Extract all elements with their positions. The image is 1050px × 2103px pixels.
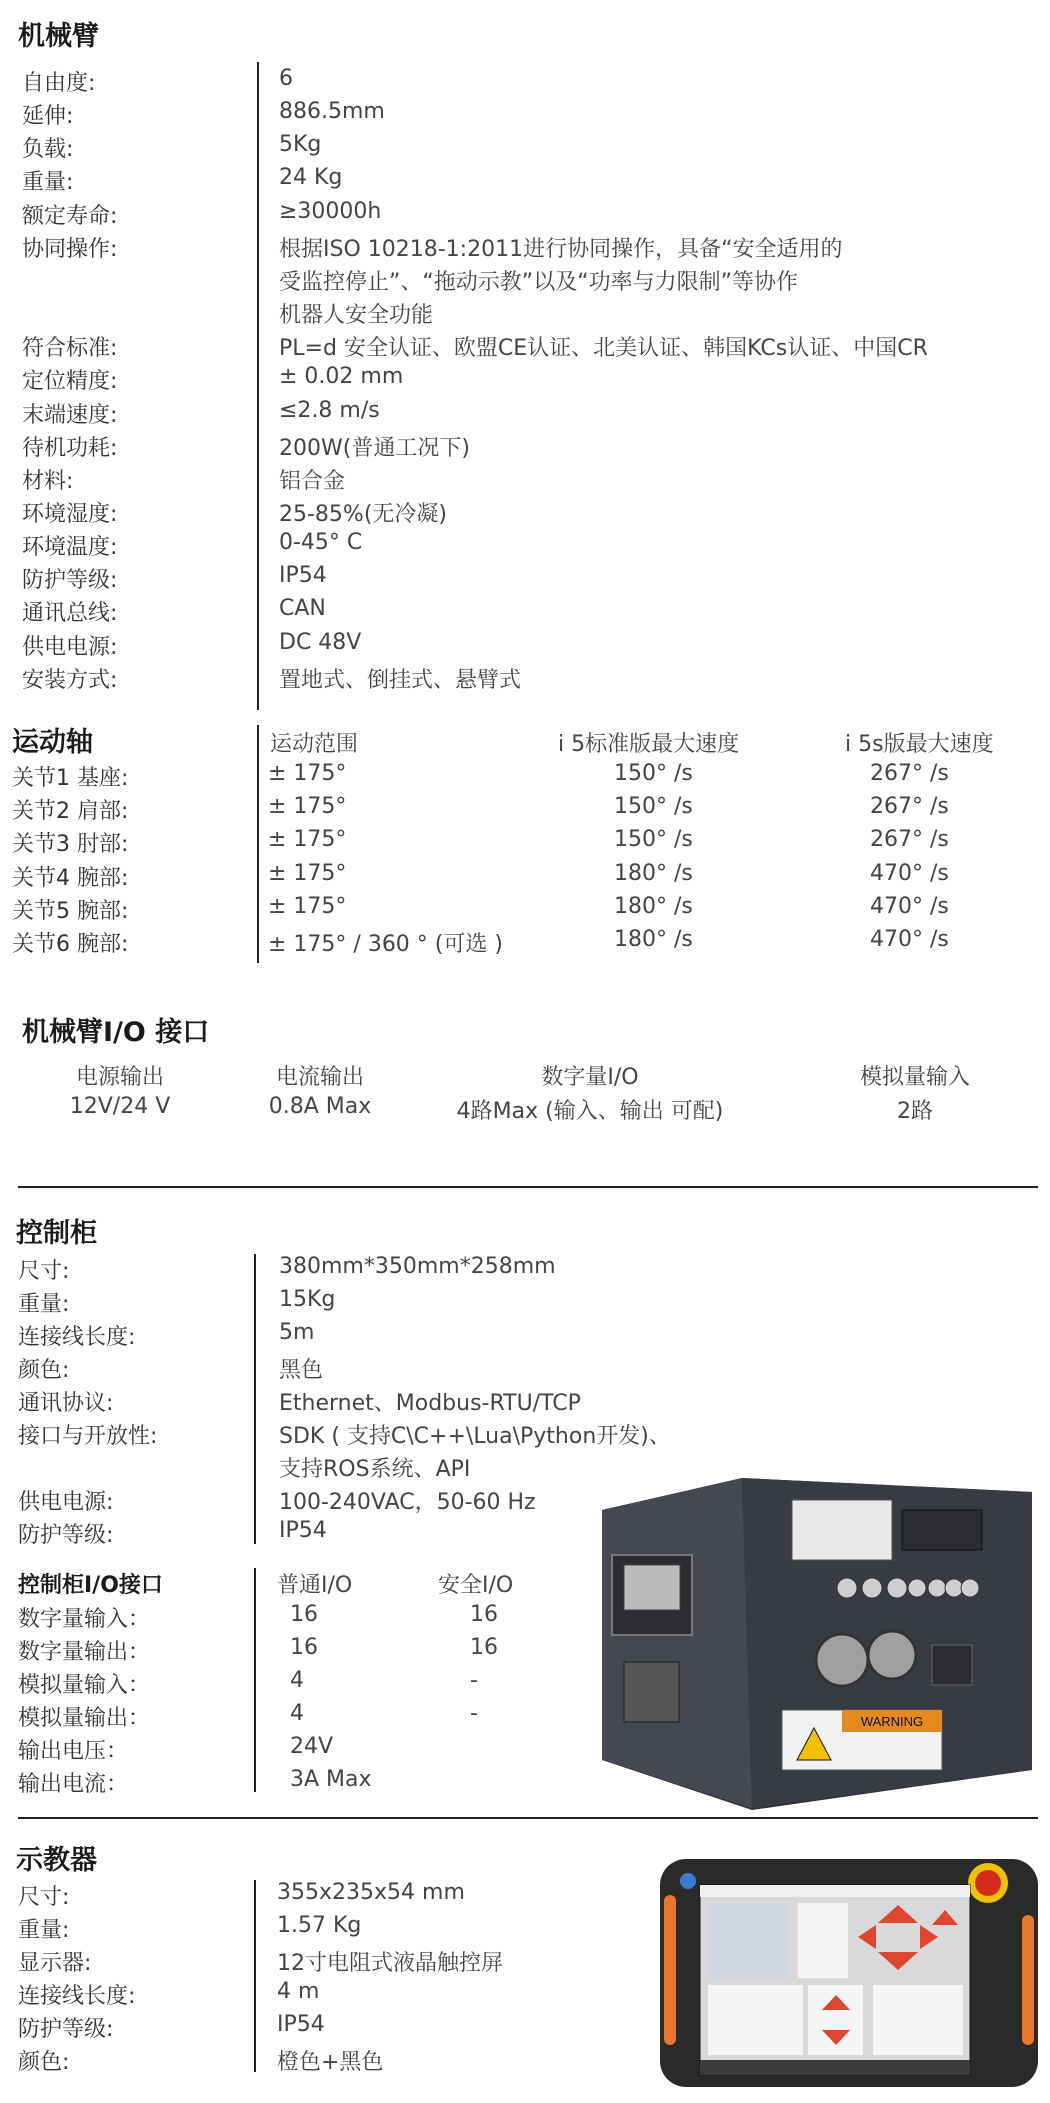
arm-spec-value: 机器人安全功能 xyxy=(279,303,434,328)
arm-spec-value: 根据ISO 10218-1:2011进行协同操作，具备“安全适用的 xyxy=(279,237,843,262)
cabinet-io-safe-value: 16 xyxy=(470,1602,498,1627)
pendant-spec-label: 颜色: xyxy=(18,2050,70,2075)
cabinet-spec-value: 15Kg xyxy=(279,1287,336,1312)
arm-spec-label: 安装方式: xyxy=(22,668,118,693)
pendant-spec-label: 连接线长度: xyxy=(18,1984,136,2009)
arm-spec-value: IP54 xyxy=(279,563,327,588)
arm-spec-value: DC 48V xyxy=(279,630,362,655)
arm-io-value-digital: 4路Max (输入、输出 可配) xyxy=(456,1099,724,1124)
axes-joint-label: 关节2 肩部: xyxy=(12,799,129,824)
cabinet-warning-label: WARNING xyxy=(860,1714,924,1729)
cabinet-spec-value: 100-240VAC，50-60 Hz xyxy=(279,1490,536,1515)
cabinet-spec-value: SDK ( 支持C\C++\Lua\Python开发)、 xyxy=(279,1424,671,1449)
cabinet-io-label: 模拟量输出： xyxy=(18,1706,151,1731)
arm-spec-label: 延伸: xyxy=(22,104,74,129)
axes-range-value: ± 175° xyxy=(268,861,347,886)
cabinet-spec-label: 通讯协议: xyxy=(18,1391,114,1416)
cabinet-spec-label: 连接线长度: xyxy=(18,1325,136,1350)
cabinet-io-normal-value: 4 xyxy=(290,1701,304,1726)
axes-s-speed-value: 470° /s xyxy=(870,927,949,952)
cabinet-io-normal-value: 3A Max xyxy=(290,1767,372,1792)
arm-spec-value: 200W(普通工况下) xyxy=(279,436,470,461)
arm-section-title: 机械臂 xyxy=(18,21,99,52)
cabinet-io-safe-value: 16 xyxy=(470,1635,498,1660)
arm-spec-value: PL=d 安全认证、欧盟CE认证、北美认证、韩国KCs认证、中国CR xyxy=(279,336,928,361)
axes-s-speed-value: 470° /s xyxy=(870,894,949,919)
arm-spec-label: 供电电源: xyxy=(22,635,118,660)
pendant-divider xyxy=(254,1880,256,2072)
axes-joint-label: 关节4 腕部: xyxy=(12,866,129,891)
arm-spec-label: 待机功耗: xyxy=(22,436,118,461)
cabinet-io-divider xyxy=(254,1568,256,1792)
arm-io-section-title: 机械臂I/O 接口 xyxy=(22,1017,210,1048)
axes-std-speed-value: 180° /s xyxy=(614,894,693,919)
teach-pendant-image xyxy=(658,1855,1040,2090)
arm-spec-label: 防护等级: xyxy=(22,568,118,593)
cabinet-io-safe-value: - xyxy=(470,1668,478,1693)
arm-spec-value: ± 0.02 mm xyxy=(279,364,404,389)
cabinet-io-normal-value: 4 xyxy=(290,1668,304,1693)
cabinet-io-label: 模拟量输入： xyxy=(18,1673,151,1698)
pendant-spec-value: 1.57 Kg xyxy=(277,1913,362,1938)
arm-io-value-current: 0.8A Max xyxy=(268,1094,372,1119)
cabinet-spec-value: IP54 xyxy=(279,1518,327,1543)
arm-spec-label: 额定寿命: xyxy=(22,204,118,229)
arm-spec-label: 环境湿度: xyxy=(22,502,118,527)
control-cabinet-image xyxy=(592,1470,1042,1810)
arm-spec-value: 24 Kg xyxy=(279,165,343,190)
axes-range-value: ± 175° xyxy=(268,794,347,819)
arm-divider xyxy=(257,62,259,710)
arm-io-header-current: 电流输出 xyxy=(275,1065,364,1090)
axes-std-speed-value: 150° /s xyxy=(614,827,693,852)
axes-range-value: ± 175° xyxy=(268,827,347,852)
arm-spec-label: 末端速度: xyxy=(22,403,118,428)
pendant-spec-label: 防护等级: xyxy=(18,2017,114,2042)
arm-io-header-digital: 数字量I/O xyxy=(541,1065,639,1090)
cabinet-spec-value: 黑色 xyxy=(279,1358,324,1383)
arm-spec-label: 通讯总线: xyxy=(22,601,118,626)
axes-s-speed-value: 267° /s xyxy=(870,827,949,852)
axes-section-title: 运动轴 xyxy=(12,727,93,758)
cabinet-spec-value: Ethernet、Modbus-RTU/TCP xyxy=(279,1391,581,1416)
arm-io-header-analog: 模拟量输入 xyxy=(859,1065,970,1090)
cabinet-io-label: 数字量输入： xyxy=(18,1607,151,1632)
section-separator xyxy=(18,1186,1038,1188)
pendant-spec-value: 12寸电阻式液晶触控屏 xyxy=(277,1951,503,1976)
cabinet-io-label: 输出电压： xyxy=(18,1739,129,1764)
arm-spec-value: 置地式、倒挂式、悬臂式 xyxy=(279,668,522,693)
axes-joint-label: 关节6 腕部: xyxy=(12,932,129,957)
axes-header-range: 运动范围 xyxy=(270,732,359,757)
pendant-spec-value: 355x235x54 mm xyxy=(277,1880,465,1905)
arm-spec-label: 重量: xyxy=(22,170,74,195)
cabinet-io-normal-value: 16 xyxy=(290,1602,318,1627)
cabinet-divider xyxy=(254,1254,256,1544)
arm-io-value-analog: 2路 xyxy=(897,1099,933,1124)
arm-spec-label: 符合标准: xyxy=(22,336,118,361)
cabinet-spec-value: 380mm*350mm*258mm xyxy=(279,1254,556,1279)
cabinet-io-header-safe: 安全I/O xyxy=(438,1573,514,1598)
arm-spec-label: 协同操作: xyxy=(22,237,118,262)
arm-spec-value: 铝合金 xyxy=(279,469,346,494)
arm-spec-value: 受监控停止”、“拖动示教”以及“功率与力限制”等协作 xyxy=(279,270,798,295)
pendant-section-title: 示教器 xyxy=(16,1845,97,1876)
arm-spec-label: 负载: xyxy=(22,137,74,162)
axes-joint-label: 关节1 基座: xyxy=(12,766,129,791)
cabinet-io-header-normal: 普通I/O xyxy=(277,1573,353,1598)
arm-spec-value: 886.5mm xyxy=(279,99,385,124)
axes-header-s-speed: i 5s版最大速度 xyxy=(845,732,994,757)
cabinet-io-normal-value: 16 xyxy=(290,1635,318,1660)
axes-s-speed-value: 267° /s xyxy=(870,761,949,786)
pendant-spec-label: 显示器: xyxy=(18,1951,92,1976)
axes-std-speed-value: 150° /s xyxy=(614,794,693,819)
cabinet-spec-value: 5m xyxy=(279,1320,315,1345)
axes-s-speed-value: 267° /s xyxy=(870,794,949,819)
arm-spec-value: 5Kg xyxy=(279,132,322,157)
pendant-spec-value: 橙色+黑色 xyxy=(277,2050,384,2075)
axes-divider xyxy=(257,725,259,963)
axes-s-speed-value: 470° /s xyxy=(870,861,949,886)
cabinet-io-label: 数字量输出： xyxy=(18,1640,151,1665)
cabinet-io-normal-value: 24V xyxy=(290,1734,334,1759)
arm-io-header-power: 电源输出 xyxy=(75,1065,164,1090)
cabinet-spec-label: 重量: xyxy=(18,1292,70,1317)
section-separator-2 xyxy=(18,1817,1038,1819)
axes-std-speed-value: 180° /s xyxy=(614,861,693,886)
arm-spec-label: 自由度: xyxy=(22,71,96,96)
arm-spec-value: CAN xyxy=(279,596,326,621)
arm-io-value-power: 12V/24 V xyxy=(69,1094,171,1119)
pendant-spec-value: IP54 xyxy=(277,2012,325,2037)
axes-range-value: ± 175° / 360 ° (可选 ) xyxy=(268,932,503,957)
pendant-spec-value: 4 m xyxy=(277,1979,320,2004)
axes-std-speed-value: 180° /s xyxy=(614,927,693,952)
cabinet-spec-label: 防护等级: xyxy=(18,1523,114,1548)
axes-range-value: ± 175° xyxy=(268,894,347,919)
axes-range-value: ± 175° xyxy=(268,761,347,786)
cabinet-spec-label: 尺寸: xyxy=(18,1259,70,1284)
arm-spec-value: 0-45° C xyxy=(279,530,363,555)
cabinet-io-title: 控制柜I/O接口 xyxy=(18,1573,163,1598)
cabinet-io-label: 输出电流： xyxy=(18,1772,129,1797)
cabinet-spec-label: 颜色: xyxy=(18,1358,70,1383)
arm-spec-value: 25-85%(无冷凝) xyxy=(279,502,447,527)
axes-joint-label: 关节5 腕部: xyxy=(12,899,129,924)
arm-spec-value: 6 xyxy=(279,66,293,91)
arm-spec-label: 定位精度: xyxy=(22,369,118,394)
pendant-spec-label: 尺寸: xyxy=(18,1885,70,1910)
axes-std-speed-value: 150° /s xyxy=(614,761,693,786)
arm-spec-label: 环境温度: xyxy=(22,535,118,560)
arm-spec-value: ≤2.8 m/s xyxy=(279,398,380,423)
pendant-spec-label: 重量: xyxy=(18,1918,70,1943)
cabinet-section-title: 控制柜 xyxy=(16,1218,97,1249)
axes-joint-label: 关节3 肘部: xyxy=(12,832,129,857)
arm-spec-label: 材料: xyxy=(22,469,74,494)
cabinet-spec-label: 供电电源: xyxy=(18,1490,114,1515)
cabinet-spec-label: 接口与开放性: xyxy=(18,1424,158,1449)
arm-spec-value: ≥30000h xyxy=(279,199,382,224)
cabinet-io-safe-value: - xyxy=(470,1701,478,1726)
cabinet-spec-value: 支持ROS系统、API xyxy=(279,1457,471,1482)
axes-header-std-speed: i 5标准版最大速度 xyxy=(558,732,740,757)
